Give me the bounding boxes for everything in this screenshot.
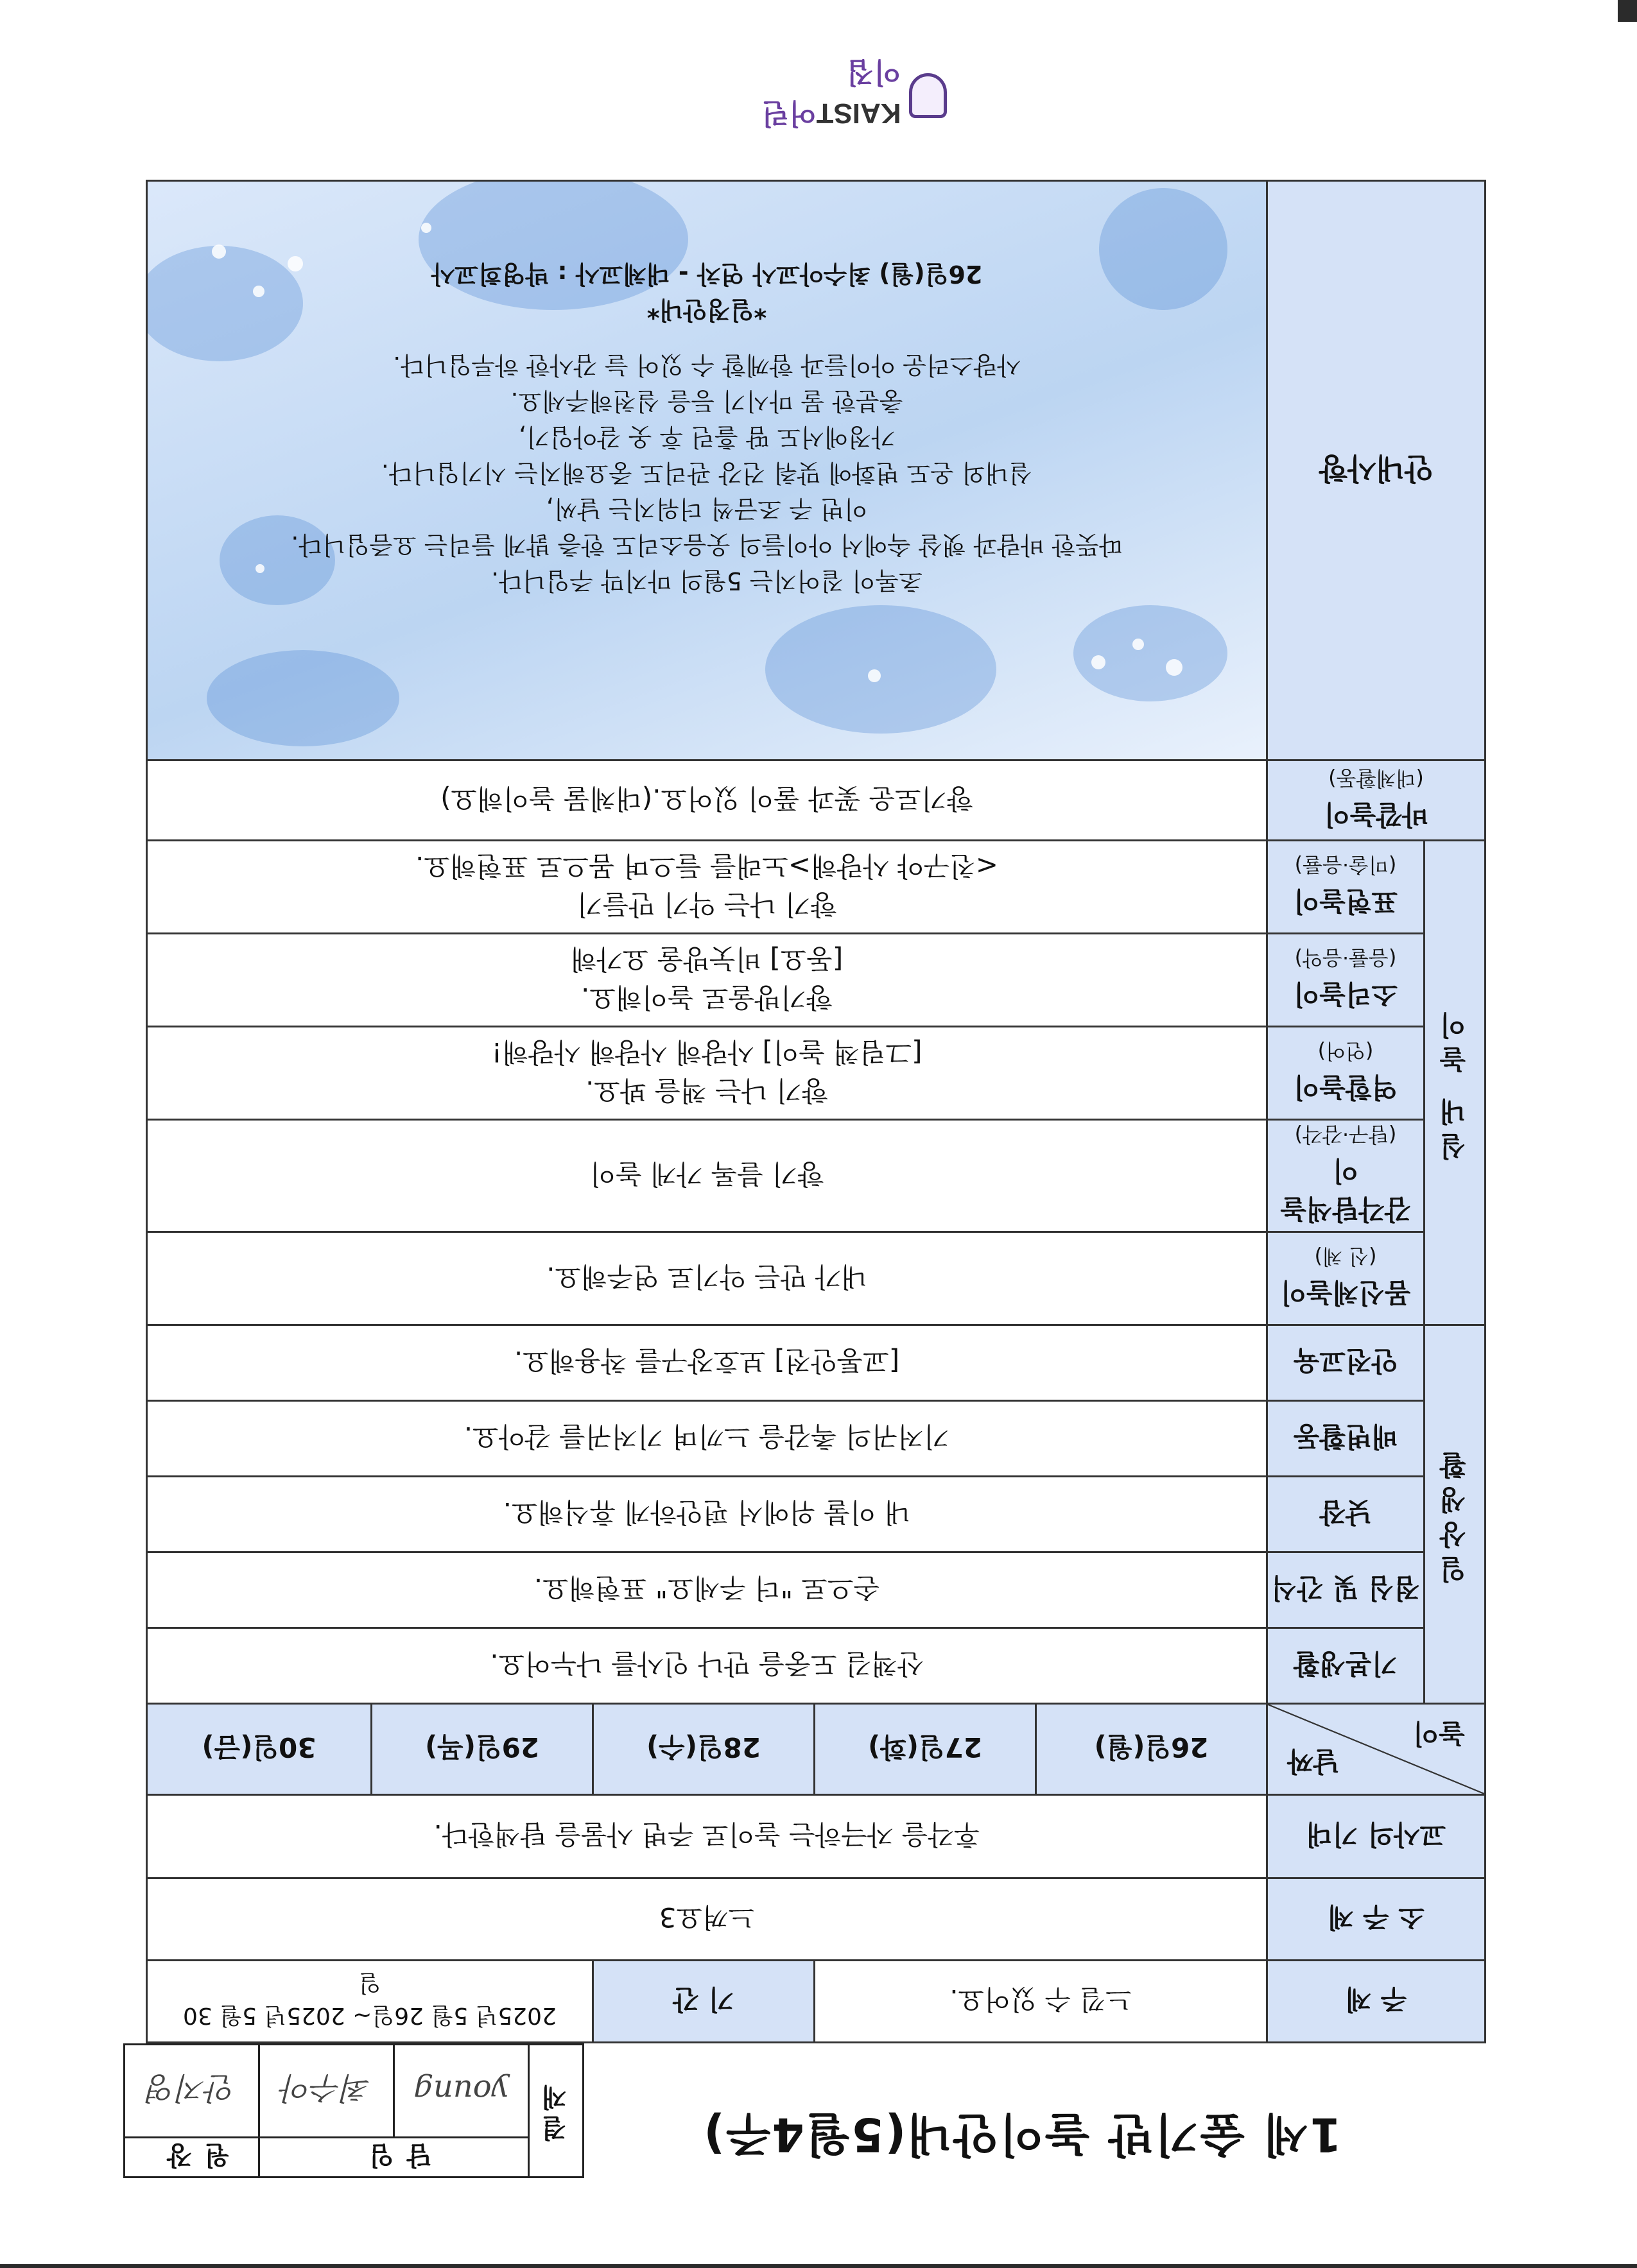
play-label: 표현놀이 (미술·음률) [1267,841,1425,934]
signature-2: 최수아 [259,2045,394,2138]
row-daily-5 [146,1325,1485,1401]
house-logo-icon [909,73,947,118]
row-play-3 [146,1027,1485,1120]
notice-panel [146,181,1267,760]
daily-label: 배변활동 [1267,1401,1425,1477]
theme-value: 느낄 수 있어요. [814,1961,1267,2043]
daily-value: 기저귀의 촉감을 느끼며 기저귀를 갈아요. [146,1401,1267,1477]
notice-text: 초록이 짙어지는 5월의 마지막 주입니다. 따뜻한 바람과 햇살 속에서 아이들의 웃음소리도 한층 밝게 들리는 요즘입니다. 이번 주 조금씩 더워지는 날씨, 실내외 온도 변화에 맞춰 건강 관리도 중요해지는 시기입니다. 가정에서도 땀 흘린 후 옷 갈아입기, 충분한 물 마시기 등을 실천해주세요. 사랑스러운 아이들과 함께할 수 있어 늘 감사한 하루입니다. *일정안내* 26일(월) 최수아교사 연차 - 대체교사 : 박영희교사 [148,256,1266,599]
schedule-heading: *일정안내* [646,296,767,324]
daily-value: 손으로 "더 주세요" 표현해요. [146,1552,1267,1628]
notice-label: 안내사항 [1267,181,1485,760]
row-daily-3 [146,1477,1485,1552]
approval-box [123,2043,584,2178]
signature-1: young [394,2045,529,2138]
teacher-expectation-value: 후각을 자극하는 놀이로 주변 사물을 탐색한다. [146,1795,1267,1878]
row-play-4 [146,934,1485,1027]
row-teacher-expectation [146,1795,1485,1878]
weekly-plan-table [146,180,1486,2043]
day-tue: 27일(화) [814,1704,1035,1795]
approval-role-teacher: 담임 [259,2138,529,2178]
outdoor-value: 향기로운 꽃과 풀이 있어요.(대체물 놀이해요) [146,760,1267,841]
scan-edge-top [0,2264,1637,2268]
row-outdoor [146,760,1485,841]
page-title: 1세 숲기반 놀이안내(5월4주) [702,2108,1342,2161]
signature-3: 안지영 [125,2045,259,2138]
play-label: 소리놀이 (음률·음악) [1267,934,1425,1027]
approval-heading: 결재 [529,2045,584,2178]
day-mon: 26일(월) [1036,1704,1267,1795]
outdoor-label: 바깥놀이 (대체활동) [1267,760,1485,841]
kaist-daycare-logo [741,56,947,129]
header-corner [1267,1704,1485,1795]
daily-value: 산책길 도중을 만나 인사를 나누어요. [146,1628,1267,1704]
play-value: 향기방울로 놀이해요. [동요] 비눗방울 요가해 [146,934,1267,1027]
play-value: 내가 만든 악기로 연주해요. [146,1232,1267,1325]
indoor-play-group: 실내 놀이 [1425,841,1485,1325]
teacher-expectation-label: 교사의 기대 [1267,1795,1485,1878]
play-value: 향기 나는 악기 만들기 <친구야 사랑해>노래를 들으며 몸으로 표현해요. [146,841,1267,934]
row-play-2 [146,1120,1485,1232]
scan-edge-corner [1618,0,1637,22]
subtheme-value: 느껴요3 [146,1878,1267,1961]
row-daily-4 [146,1401,1485,1477]
row-days [146,1704,1485,1795]
day-fri: 30일(금) [146,1704,371,1795]
daily-value: 내 이불 위에서 편안하게 휴식해요. [146,1477,1267,1552]
day-wed: 28일(수) [593,1704,814,1795]
play-label: 역할놀이 (언어) [1267,1027,1425,1120]
logo-text: KAIST어린이집 [761,56,901,129]
subtheme-label: 소 주 제 [1267,1878,1485,1961]
row-play-1 [146,1232,1485,1325]
row-play-5 [146,841,1485,934]
play-value: 향기 블록 가게 놀이 [146,1120,1267,1232]
row-daily-1 [146,1628,1485,1704]
daily-value: [교통안전] 보호장구를 착용해요. [146,1325,1267,1401]
row-theme [146,1961,1485,2043]
daily-life-group: 일상생활 [1425,1325,1485,1704]
daily-label: 기본생활 [1267,1628,1425,1704]
schedule-text: 26일(월) 최수아교사 연차 - 대체교사 : 박영희교사 [431,260,983,288]
row-subtheme [146,1878,1485,1961]
approval-role-director: 원장 [125,2138,259,2178]
corner-date-label: 날짜 [1287,1746,1340,1777]
period-label: 기 간 [593,1961,814,2043]
row-notice [146,181,1485,760]
day-thu: 29일(목) [371,1704,593,1795]
theme-label: 주 제 [1267,1961,1485,2043]
play-label: 몸신체놀이 (신 체) [1267,1232,1425,1325]
daily-label: 점심 및 간식 [1267,1552,1425,1628]
period-value: 2025년 5월 26일~ 2025년 5월 30일 [146,1961,593,2043]
corner-play-label: 놀이 [1412,1718,1465,1749]
play-value: 향기 나는 책을 봐요. [그림책 놀이] 사랑해 사랑해 사랑해! [146,1027,1267,1120]
row-daily-2 [146,1552,1485,1628]
daily-label: 안전교육 [1267,1325,1425,1401]
play-label: 감각탐색놀이 (탐구·감각) [1267,1120,1425,1232]
daily-label: 낮잠 [1267,1477,1425,1552]
